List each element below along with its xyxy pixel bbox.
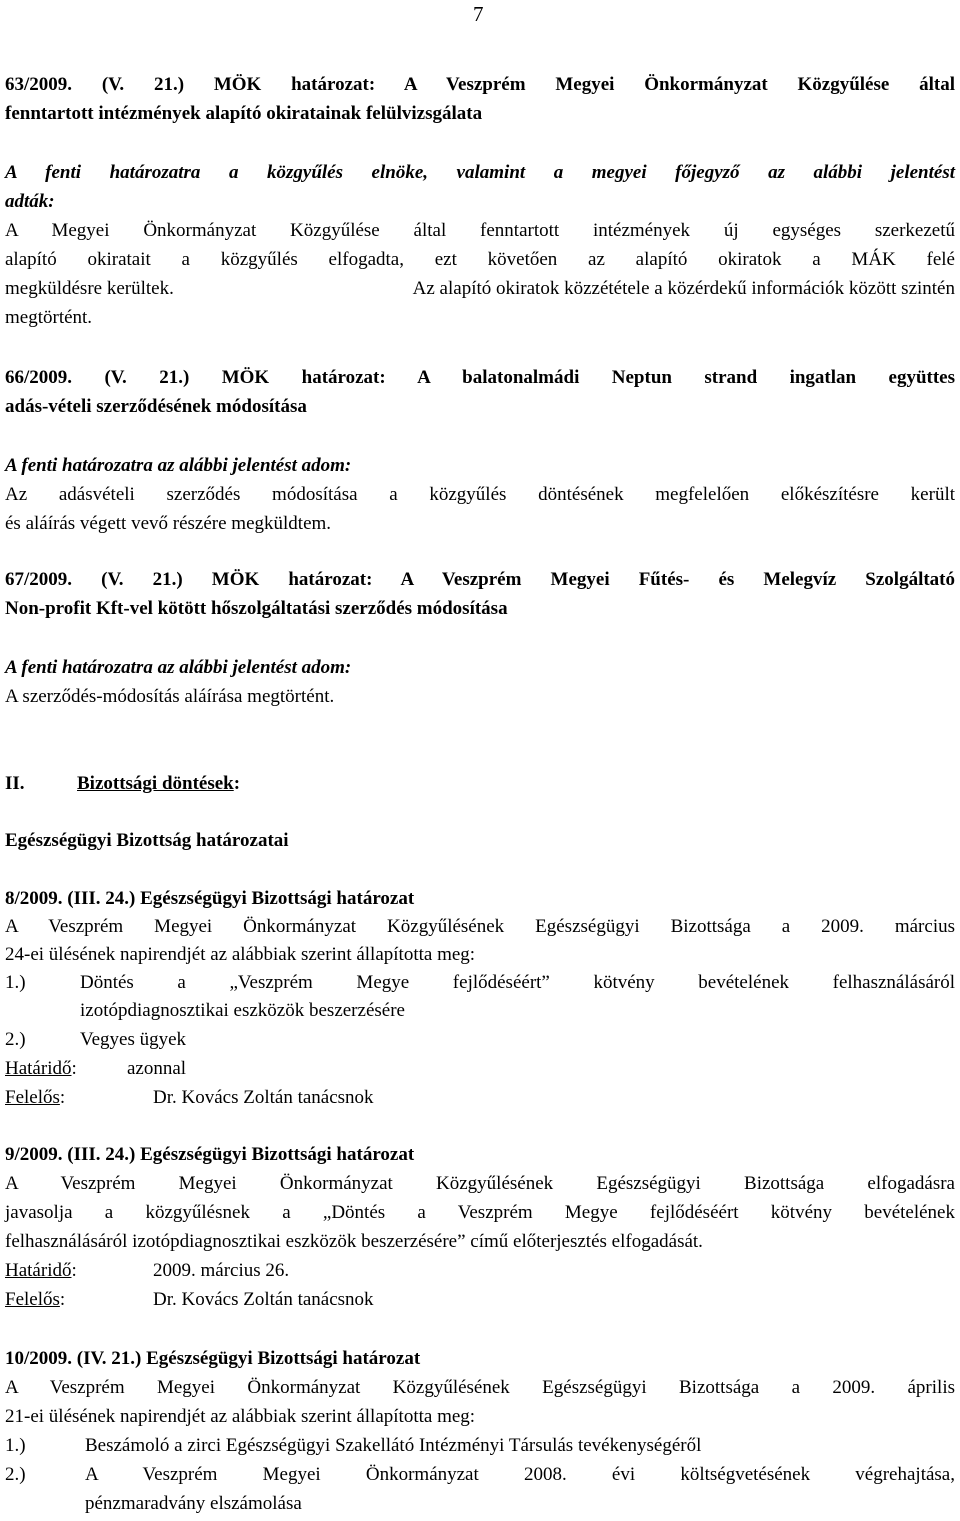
resolution-63-body-line3 <box>5 277 955 301</box>
decision-9-responsible-label: Felelős <box>5 1289 60 1310</box>
decision-8-item1 <box>5 971 955 995</box>
resolution-66-heading-line2: adás-vételi szerződésének módosítása <box>5 396 307 417</box>
part-ii-roman: II. <box>5 773 25 794</box>
resolution-66-report: A fenti határozatra az alábbi jelentést adom: <box>5 455 352 476</box>
resolution-63-heading-line1: 63/2009. (V. 21.) MÖK határozat: A Veszprém Megyei Önkormányzat Közgyűlése által <box>5 74 955 95</box>
decision-9-deadline-label: Határidő <box>5 1260 72 1281</box>
resolution-63-heading-line2: fenntartott intézmények alapító okiratainak felülvizsgálata <box>5 103 483 124</box>
resolution-66-heading-line1: 66/2009. (V. 21.) MÖK határozat: A balatonalmádi Neptun strand ingatlan együttes <box>5 367 955 388</box>
decision-8-deadline-colon: : <box>71 1058 77 1079</box>
resolution-63-report-line2: adták: <box>5 191 55 212</box>
decision-8-responsible-label: Felelős <box>5 1087 60 1108</box>
decision-8-item2-number: 2.) <box>5 1029 26 1050</box>
decision-10-item1 <box>5 1434 955 1458</box>
page-number: 7 <box>473 2 484 26</box>
resolution-67-heading-line1: 67/2009. (V. 21.) MÖK határozat: A Veszprém Megyei Fűtés- és Melegvíz Szolgáltató <box>5 569 955 590</box>
decision-8-item2-text: Vegyes ügyek <box>80 1029 187 1050</box>
decision-9-line1: A Veszprém Megyei Önkormányzat Közgyűlésének Egészségügyi Bizottsága elfogadásra <box>5 1173 955 1194</box>
resolution-66-body-line2: és aláírás végett vevő részére megküldtem. <box>5 513 332 534</box>
decision-8-item1-line2: izotópdiagnosztikai eszközök beszerzésére <box>80 1000 405 1021</box>
resolution-66-body-line1: Az adásvételi szerződés módosítása a közgyűlés döntésének megfelelően előkészítésre került <box>5 484 955 505</box>
decision-8-responsible-colon: : <box>59 1087 66 1108</box>
decision-8-responsible <box>5 1086 955 1110</box>
decision-8-responsible-value: Dr. Kovács Zoltán tanácsnok <box>153 1087 374 1108</box>
resolution-67-heading-line2: Non-profit Kft-vel kötött hőszolgáltatási szerződés módosítása <box>5 598 508 619</box>
resolution-67-report: A fenti határozatra az alábbi jelentést adom: <box>5 657 352 678</box>
decision-8-item1-number: 1.) <box>5 972 26 993</box>
decision-10-item2-line1: A Veszprém Megyei Önkormányzat 2008. évi költségvetésének végrehajtása, <box>85 1464 955 1485</box>
decision-10-line2: 21-ei ülésének napirendjét az alábbiak szerint állapította meg: <box>5 1406 476 1427</box>
resolution-63-report-line1: A fenti határozatra a közgyűlés elnöke, valamint a megyei főjegyző az alábbi jelentést <box>5 162 955 183</box>
decision-10-item2-number: 2.) <box>5 1464 26 1485</box>
decision-9-deadline-colon: : <box>71 1260 77 1281</box>
decision-9-heading: 9/2009. (III. 24.) Egészségügyi Bizottsági határozat <box>5 1144 415 1165</box>
decision-8-deadline-label: Határidő <box>5 1058 72 1079</box>
decision-9-line2: javasolja a közgyűlésnek a „Döntés a Veszprém Megye fejlődéséért kötvény bevételének <box>5 1202 955 1223</box>
committee-subtitle: Egészségügyi Bizottság határozatai <box>5 830 289 851</box>
decision-9-line3: felhasználásáról izotópdiagnosztikai eszközök beszerzésére” című előterjesztés elfogadását. <box>5 1231 703 1252</box>
decision-10-item1-number: 1.) <box>5 1435 26 1456</box>
part-ii-heading <box>5 772 955 796</box>
resolution-63-body-line1: A Megyei Önkormányzat Közgyűlése által fenntartott intézmények új egységes szerkezetű <box>5 220 955 241</box>
decision-9-deadline-value: 2009. március 26. <box>153 1260 290 1281</box>
decision-10-heading: 10/2009. (IV. 21.) Egészségügyi Bizottsági határozat <box>5 1348 421 1369</box>
decision-10-line1: A Veszprém Megyei Önkormányzat Közgyűlésének Egészségügyi Bizottsága a 2009. április <box>5 1377 955 1398</box>
decision-8-deadline-value: azonnal <box>127 1058 187 1079</box>
decision-9-deadline <box>5 1259 955 1283</box>
decision-10-item2-line2: pénzmaradvány elszámolása <box>85 1493 302 1514</box>
resolution-67-body: A szerződés-módosítás aláírása megtörtént. <box>5 686 335 707</box>
decision-10-item2 <box>5 1463 955 1487</box>
decision-9-responsible-value: Dr. Kovács Zoltán tanácsnok <box>153 1289 374 1310</box>
resolution-63-body-line3b: Az alapító okiratok közzététele a közérdekű információk között szintén <box>412 278 955 299</box>
decision-8-item1-line1: Döntés a „Veszprém Megye fejlődéséért” kötvény bevételének felhasználásáról <box>80 972 955 993</box>
decision-9-responsible <box>5 1288 955 1312</box>
decision-8-deadline <box>5 1057 955 1081</box>
part-ii-title-wrap <box>77 772 240 796</box>
resolution-63-body-line4: megtörtént. <box>5 307 93 328</box>
resolution-63-body-line3a: megküldésre kerültek. <box>5 278 174 299</box>
decision-8-line1: A Veszprém Megyei Önkormányzat Közgyűlésének Egészségügyi Bizottsága a 2009. március <box>5 916 955 937</box>
decision-8-item2 <box>5 1028 955 1052</box>
decision-9-responsible-colon: : <box>59 1289 66 1310</box>
part-ii-colon: : <box>233 773 241 794</box>
decision-8-line2: 24-ei ülésének napirendjét az alábbiak szerint állapította meg: <box>5 944 476 965</box>
part-ii-title: Bizottsági döntések <box>77 773 234 794</box>
decision-10-item1-text: Beszámoló a zirci Egészségügyi Szakellátó Intézményi Társulás tevékenységéről <box>85 1435 702 1456</box>
resolution-63-body-line2: alapító okiratait a közgyűlés elfogadta, ezt követően az alapító okiratok a MÁK felé <box>5 249 955 270</box>
decision-8-heading: 8/2009. (III. 24.) Egészségügyi Bizottsági határozat <box>5 888 415 909</box>
